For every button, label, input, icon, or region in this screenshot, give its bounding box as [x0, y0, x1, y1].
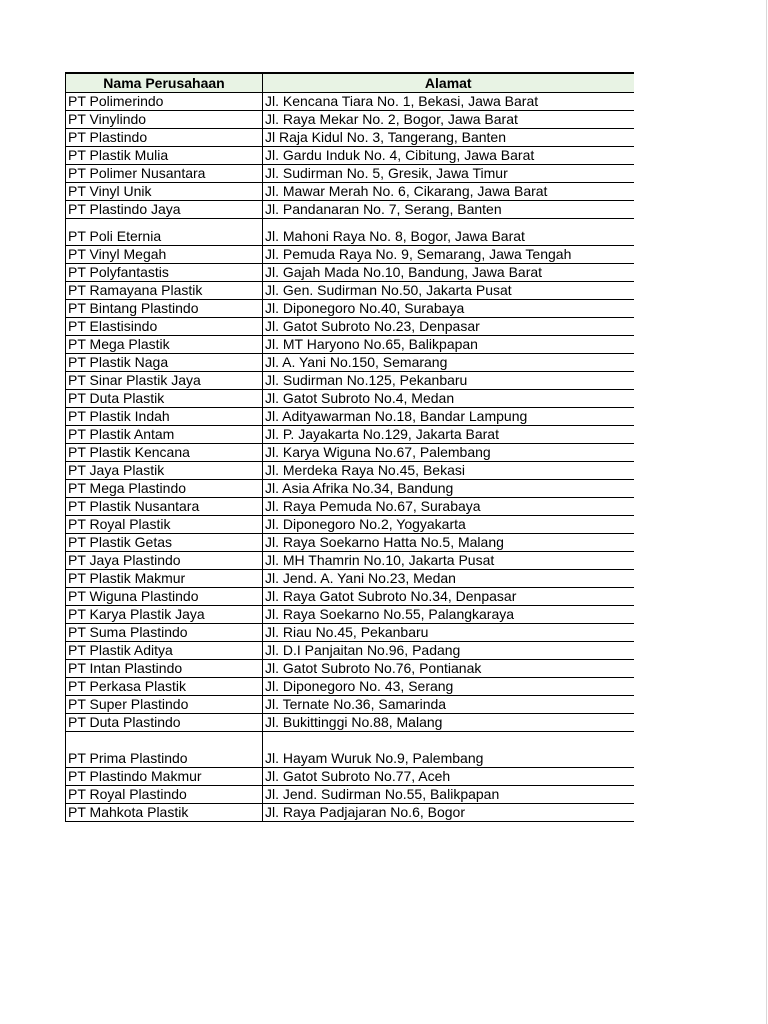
company-name-cell: PT Polimer Nusantara [66, 165, 263, 183]
table-row [66, 354, 634, 372]
address-cell: Jl. Raya Padjajaran No.6, Bogor [263, 804, 634, 822]
address-cell: Jl. Raya Soekarno Hatta No.5, Malang [263, 534, 634, 552]
address-cell: Jl. Raya Pemuda No.67, Surabaya [263, 498, 634, 516]
address-cell: Jl. Kencana Tiara No. 1, Bekasi, Jawa Barat [263, 93, 634, 111]
company-name-cell: PT Plastindo [66, 129, 263, 147]
address-cell: Jl. MT Haryono No.65, Balikpapan [263, 336, 634, 354]
address-cell: Jl. Pandanaran No. 7, Serang, Banten [263, 201, 634, 219]
header-address: Alamat [263, 73, 634, 93]
address-cell: Jl. Diponegoro No.2, Yogyakarta [263, 516, 634, 534]
table-row [66, 129, 634, 147]
company-name-cell: PT Wiguna Plastindo [66, 588, 263, 606]
address-cell: Jl. Gatot Subroto No.4, Medan [263, 390, 634, 408]
company-name-cell: PT Plastik Aditya [66, 642, 263, 660]
company-name-cell: PT Plastik Antam [66, 426, 263, 444]
table-row [66, 588, 634, 606]
table-row [66, 570, 634, 588]
company-table [65, 72, 634, 822]
table-row [66, 660, 634, 678]
address-cell: Jl. Mawar Merah No. 6, Cikarang, Jawa Barat [263, 183, 634, 201]
address-cell: Jl. Bukittinggi No.88, Malang [263, 714, 634, 732]
address-cell: Jl. Jend. Sudirman No.55, Balikpapan [263, 786, 634, 804]
table-row [66, 318, 634, 336]
table-row [66, 804, 634, 822]
table-row [66, 219, 634, 246]
table-row [66, 93, 634, 111]
address-cell: Jl. Sudirman No. 5, Gresik, Jawa Timur [263, 165, 634, 183]
table-row [66, 147, 634, 165]
address-cell: Jl. Pemuda Raya No. 9, Semarang, Jawa Tengah [263, 246, 634, 264]
table-row [66, 732, 634, 768]
company-name-cell: PT Plastik Makmur [66, 570, 263, 588]
company-name-cell: PT Vinylindo [66, 111, 263, 129]
company-name-cell: PT Super Plastindo [66, 696, 263, 714]
table-row [66, 390, 634, 408]
table-row [66, 768, 634, 786]
company-name-cell: PT Elastisindo [66, 318, 263, 336]
company-name-cell: PT Prima Plastindo [66, 732, 263, 768]
company-name-cell: PT Royal Plastik [66, 516, 263, 534]
table-row [66, 444, 634, 462]
address-cell: Jl. Adityawarman No.18, Bandar Lampung [263, 408, 634, 426]
address-cell: Jl. P. Jayakarta No.129, Jakarta Barat [263, 426, 634, 444]
company-name-cell: PT Polyfantastis [66, 264, 263, 282]
company-name-cell: PT Duta Plastindo [66, 714, 263, 732]
table-row [66, 678, 634, 696]
table-row [66, 786, 634, 804]
address-cell: Jl. Jend. A. Yani No.23, Medan [263, 570, 634, 588]
company-name-cell: PT Jaya Plastik [66, 462, 263, 480]
address-cell: Jl Raja Kidul No. 3, Tangerang, Banten [263, 129, 634, 147]
address-cell: Jl. Diponegoro No.40, Surabaya [263, 300, 634, 318]
table-row [66, 516, 634, 534]
company-name-cell: PT Mahkota Plastik [66, 804, 263, 822]
table-row [66, 606, 634, 624]
company-name-cell: PT Suma Plastindo [66, 624, 263, 642]
address-cell: Jl. Riau No.45, Pekanbaru [263, 624, 634, 642]
table-row [66, 264, 634, 282]
company-name-cell: PT Bintang Plastindo [66, 300, 263, 318]
company-name-cell: PT Plastik Getas [66, 534, 263, 552]
table-row [66, 111, 634, 129]
address-cell: Jl. Hayam Wuruk No.9, Palembang [263, 732, 634, 768]
address-cell: Jl. Gajah Mada No.10, Bandung, Jawa Barat [263, 264, 634, 282]
company-name-cell: PT Plastik Indah [66, 408, 263, 426]
company-name-cell: PT Duta Plastik [66, 390, 263, 408]
company-name-cell: PT Plastik Kencana [66, 444, 263, 462]
table-row [66, 642, 634, 660]
header-company-name: Nama Perusahaan [66, 73, 263, 93]
address-cell: Jl. Raya Soekarno No.55, Palangkaraya [263, 606, 634, 624]
table-row [66, 624, 634, 642]
table-row [66, 201, 634, 219]
table-row [66, 372, 634, 390]
table-row [66, 246, 634, 264]
table-row [66, 462, 634, 480]
address-cell: Jl. Merdeka Raya No.45, Bekasi [263, 462, 634, 480]
company-name-cell: PT Mega Plastik [66, 336, 263, 354]
address-cell: Jl. A. Yani No.150, Semarang [263, 354, 634, 372]
table-row [66, 714, 634, 732]
address-cell: Jl. Gardu Induk No. 4, Cibitung, Jawa Barat [263, 147, 634, 165]
table-row [66, 696, 634, 714]
address-cell: Jl. Gen. Sudirman No.50, Jakarta Pusat [263, 282, 634, 300]
page-edge [766, 0, 767, 1024]
company-name-cell: PT Plastik Mulia [66, 147, 263, 165]
company-name-cell: PT Jaya Plastindo [66, 552, 263, 570]
company-name-cell: PT Plastindo Jaya [66, 201, 263, 219]
company-name-cell: PT Vinyl Megah [66, 246, 263, 264]
table-row [66, 336, 634, 354]
company-name-cell: PT Plastindo Makmur [66, 768, 263, 786]
address-cell: Jl. Raya Mekar No. 2, Bogor, Jawa Barat [263, 111, 634, 129]
company-name-cell: PT Royal Plastindo [66, 786, 263, 804]
address-cell: Jl. Diponegoro No. 43, Serang [263, 678, 634, 696]
header-row [66, 73, 634, 93]
address-cell: Jl. Karya Wiguna No.67, Palembang [263, 444, 634, 462]
company-name-cell: PT Mega Plastindo [66, 480, 263, 498]
company-name-cell: PT Intan Plastindo [66, 660, 263, 678]
address-cell: Jl. Gatot Subroto No.76, Pontianak [263, 660, 634, 678]
table-row [66, 480, 634, 498]
table-row [66, 183, 634, 201]
address-cell: Jl. Sudirman No.125, Pekanbaru [263, 372, 634, 390]
address-cell: Jl. Gatot Subroto No.23, Denpasar [263, 318, 634, 336]
address-cell: Jl. Mahoni Raya No. 8, Bogor, Jawa Barat [263, 219, 634, 246]
table-row [66, 534, 634, 552]
table-row [66, 426, 634, 444]
address-cell: Jl. D.I Panjaitan No.96, Padang [263, 642, 634, 660]
table-row [66, 300, 634, 318]
table-row [66, 552, 634, 570]
company-name-cell: PT Perkasa Plastik [66, 678, 263, 696]
company-name-cell: PT Vinyl Unik [66, 183, 263, 201]
table-row [66, 282, 634, 300]
company-name-cell: PT Plastik Nusantara [66, 498, 263, 516]
table-row [66, 498, 634, 516]
company-name-cell: PT Plastik Naga [66, 354, 263, 372]
table-row [66, 408, 634, 426]
company-name-cell: PT Polimerindo [66, 93, 263, 111]
company-name-cell: PT Poli Eternia [66, 219, 263, 246]
table-row [66, 165, 634, 183]
address-cell: Jl. Ternate No.36, Samarinda [263, 696, 634, 714]
company-name-cell: PT Ramayana Plastik [66, 282, 263, 300]
table-body [66, 93, 634, 822]
address-cell: Jl. MH Thamrin No.10, Jakarta Pusat [263, 552, 634, 570]
address-cell: Jl. Gatot Subroto No.77, Aceh [263, 768, 634, 786]
address-cell: Jl. Asia Afrika No.34, Bandung [263, 480, 634, 498]
address-cell: Jl. Raya Gatot Subroto No.34, Denpasar [263, 588, 634, 606]
company-name-cell: PT Sinar Plastik Jaya [66, 372, 263, 390]
company-name-cell: PT Karya Plastik Jaya [66, 606, 263, 624]
